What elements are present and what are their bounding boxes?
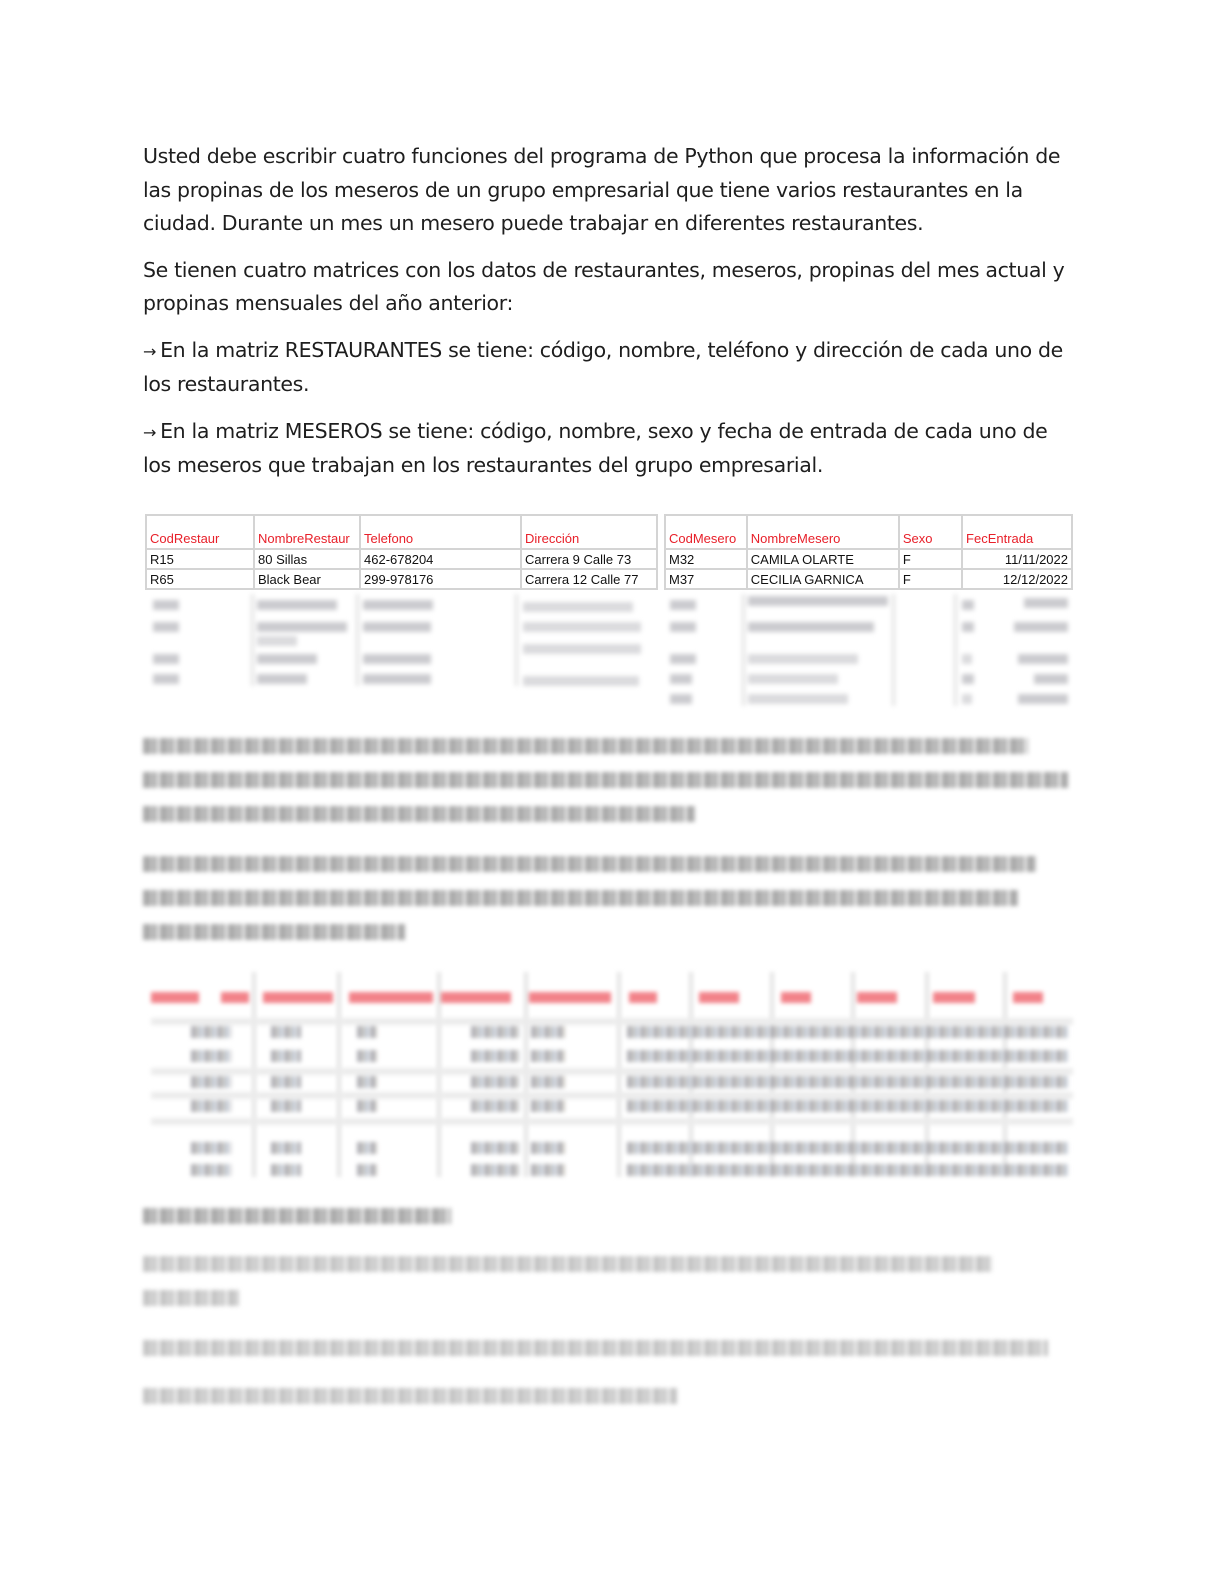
document-page — [143, 140, 1073, 587]
cell: F — [899, 549, 962, 569]
table-row — [146, 549, 657, 569]
cell: CECILIA GARNICA — [747, 569, 899, 589]
cell: 299-978176 — [360, 569, 521, 589]
redacted-parameters-paragraph — [143, 1256, 1073, 1316]
cell: 11/11/2022 — [962, 549, 1072, 569]
header-cell: CodRestaur — [146, 515, 254, 549]
arrow-icon: → — [143, 341, 157, 361]
meseros-blurred-rows — [664, 594, 1074, 710]
header-cell: Dirección — [521, 515, 657, 549]
cell: F — [899, 569, 962, 589]
redacted-paragraph-historico — [143, 856, 1073, 946]
bullet-meseros — [143, 415, 1073, 483]
header-cell: Sexo — [899, 515, 962, 549]
header-cell: Telefono — [360, 515, 521, 549]
intro-paragraph: Usted debe escribir cuatro funciones del programa de Python que procesa la información de las propinas de los meseros de un grupo empresarial que tiene varios restaurantes en la ciudad. Durante un mes un mesero puede trabajar en diferentes restaurantes. — [143, 144, 1061, 235]
cell: Black Bear — [254, 569, 360, 589]
arrow-icon: → — [143, 422, 157, 442]
table-header-row — [146, 515, 657, 549]
redacted-function-heading — [143, 1208, 1073, 1232]
redacted-instruction-paragraph — [143, 1340, 1073, 1364]
bullet-restaurantes — [143, 334, 1073, 402]
restaurantes-blurred-rows — [145, 594, 653, 690]
table-row — [665, 569, 1072, 589]
matrices-paragraph: Se tienen cuatro matrices con los datos de restaurantes, meseros, propinas del mes actual y propinas mensuales del año anterior: — [143, 257, 1065, 315]
cell: CAMILA OLARTE — [747, 549, 899, 569]
header-cell: NombreMesero — [747, 515, 899, 549]
header-cell: NombreRestaur — [254, 515, 360, 549]
tables-image-row — [145, 514, 1073, 710]
cell: Carrera 12 Calle 77 — [521, 569, 657, 589]
cell: M32 — [665, 549, 747, 569]
header-cell: FecEntrada — [962, 515, 1072, 549]
bullet-text: En la matriz MESEROS se tiene: código, nombre, sexo y fecha de entrada de cada uno de los meseros que trabajan en los restaurantes del grupo empresarial. — [143, 418, 1048, 477]
table-row — [665, 549, 1072, 569]
cell: R15 — [146, 549, 254, 569]
meseros-table — [664, 514, 1073, 590]
cell: R65 — [146, 569, 254, 589]
table-header-row — [665, 515, 1072, 549]
cell: Carrera 9 Calle 73 — [521, 549, 657, 569]
restaurantes-table — [145, 514, 658, 590]
cell: 80 Sillas — [254, 549, 360, 569]
table-row — [146, 569, 657, 589]
redacted-paragraph-propinas — [143, 738, 1073, 828]
cell: M37 — [665, 569, 747, 589]
redacted-historico-table — [151, 972, 1073, 1182]
bullet-text: En la matriz RESTAURANTES se tiene: código, nombre, teléfono y dirección de cada uno de los restaurantes. — [143, 337, 1063, 396]
cell: 462-678204 — [360, 549, 521, 569]
cell: 12/12/2022 — [962, 569, 1072, 589]
redacted-print-paragraph — [143, 1388, 1073, 1412]
header-cell: CodMesero — [665, 515, 747, 549]
